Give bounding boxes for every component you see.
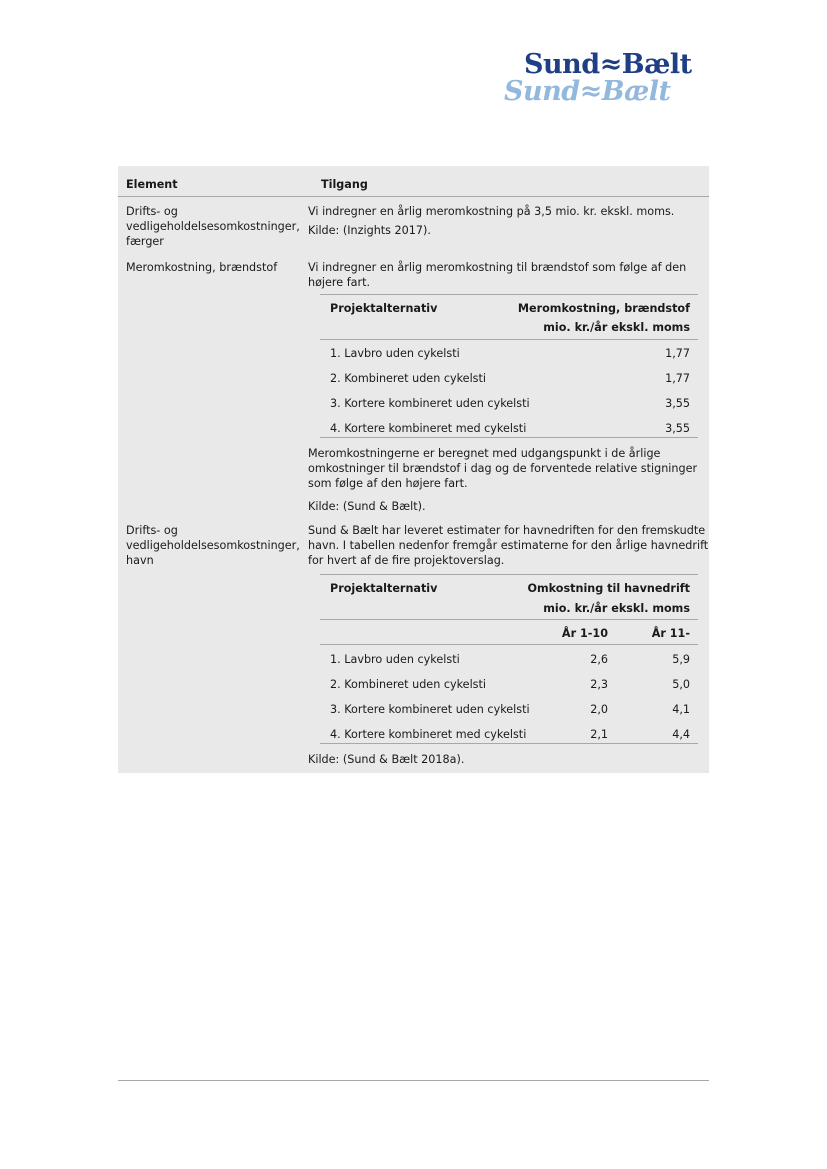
header-element: Element bbox=[126, 178, 178, 191]
row1-source: Kilde: (Inzights 2017). bbox=[308, 224, 431, 237]
harbor-table-col2-header: Omkostning til havnedrift bbox=[527, 582, 690, 595]
harbor-row-2-v1: 2,3 bbox=[590, 678, 608, 691]
row2-source: Kilde: (Sund & Bælt). bbox=[308, 500, 426, 513]
row1-text-line1: Vi indregner en årlig meromkostning på 3,5 mio. kr. ekskl. moms. bbox=[308, 205, 675, 218]
harbor-period-1: År 1-10 bbox=[561, 627, 608, 640]
harbor-row-2-label: 2. Kombineret uden cykelsti bbox=[330, 678, 487, 691]
harbor-table-unit-rule bbox=[320, 619, 698, 620]
harbor-table-col1-header: Projektalternativ bbox=[330, 582, 438, 595]
row3-text-line1: Sund & Bælt har leveret estimater for havnedriften for den fremskudte bbox=[308, 524, 706, 537]
fuel-row-1-value: 1,77 bbox=[665, 347, 690, 360]
harbor-row-2-v2: 5,0 bbox=[672, 678, 690, 691]
header-tilgang: Tilgang bbox=[321, 178, 368, 191]
row3-text-line3: for hvert af de fire projektoverslag. bbox=[308, 554, 505, 567]
element-table bbox=[118, 166, 709, 773]
harbor-table-header-rule bbox=[320, 644, 698, 645]
fuel-table-col2-header: Meromkostning, brændstof bbox=[517, 302, 690, 315]
row3-element-line3: havn bbox=[126, 554, 154, 567]
fuel-table-col2-unit: mio. kr./år ekskl. moms bbox=[543, 321, 690, 334]
harbor-row-3-v1: 2,0 bbox=[590, 703, 608, 716]
logo-line-1: Sund≈Bælt bbox=[524, 49, 692, 80]
row1-element-line2: vedligeholdelsesomkostninger, bbox=[126, 220, 300, 233]
harbor-row-1-label: 1. Lavbro uden cykelsti bbox=[330, 653, 460, 666]
row3-text-line2: havn. I tabellen nedenfor fremgår estimaterne for den årlige havnedrift bbox=[308, 539, 709, 552]
row2-text-line1: Vi indregner en årlig meromkostning til brændstof som følge af den bbox=[308, 261, 687, 274]
harbor-row-1-v1: 2,6 bbox=[590, 653, 608, 666]
fuel-table-top-rule bbox=[320, 294, 698, 295]
harbor-row-3-label: 3. Kortere kombineret uden cykelsti bbox=[330, 703, 530, 716]
fuel-row-3-label: 3. Kortere kombineret uden cykelsti bbox=[330, 397, 530, 410]
fuel-row-2-label: 2. Kombineret uden cykelsti bbox=[330, 372, 487, 385]
row2-note-line3: som følge af den højere fart. bbox=[308, 477, 468, 490]
harbor-row-3-v2: 4,1 bbox=[672, 703, 690, 716]
row3-source: Kilde: (Sund & Bælt 2018a). bbox=[308, 753, 465, 766]
row3-element-line1: Drifts- og bbox=[126, 524, 178, 537]
harbor-row-4-v1: 2,1 bbox=[590, 728, 608, 741]
harbor-row-4-v2: 4,4 bbox=[672, 728, 690, 741]
harbor-table-col2-unit: mio. kr./år ekskl. moms bbox=[543, 602, 690, 615]
fuel-row-4-label: 4. Kortere kombineret med cykelsti bbox=[330, 422, 527, 435]
harbor-table-top-rule bbox=[320, 574, 698, 575]
harbor-row-1-v2: 5,9 bbox=[672, 653, 690, 666]
fuel-table-col1-header: Projektalternativ bbox=[330, 302, 438, 315]
header-divider bbox=[118, 196, 709, 197]
fuel-row-2-value: 1,77 bbox=[665, 372, 690, 385]
fuel-row-3-value: 3,55 bbox=[665, 397, 690, 410]
footer-rule bbox=[118, 1080, 709, 1081]
row2-element: Meromkostning, brændstof bbox=[126, 261, 278, 274]
fuel-table-bottom-rule bbox=[320, 437, 698, 438]
row1-element-line3: færger bbox=[126, 235, 164, 248]
harbor-row-4-label: 4. Kortere kombineret med cykelsti bbox=[330, 728, 527, 741]
sund-baelt-logo bbox=[500, 50, 715, 106]
row1-element-line1: Drifts- og bbox=[126, 205, 178, 218]
row2-text-line2: højere fart. bbox=[308, 276, 371, 289]
row2-note-line2: omkostninger til brændstof i dag og de forventede relative stigninger bbox=[308, 462, 698, 475]
harbor-table-bottom-rule bbox=[320, 743, 698, 744]
row2-note-line1: Meromkostningerne er beregnet med udgangspunkt i de årlige bbox=[308, 447, 661, 460]
fuel-row-4-value: 3,55 bbox=[665, 422, 690, 435]
logo-line-2: Sund≈Bælt bbox=[504, 76, 671, 107]
fuel-row-1-label: 1. Lavbro uden cykelsti bbox=[330, 347, 460, 360]
row3-element-line2: vedligeholdelsesomkostninger, bbox=[126, 539, 300, 552]
harbor-period-2: År 11- bbox=[651, 627, 690, 640]
fuel-table-header-rule bbox=[320, 339, 698, 340]
